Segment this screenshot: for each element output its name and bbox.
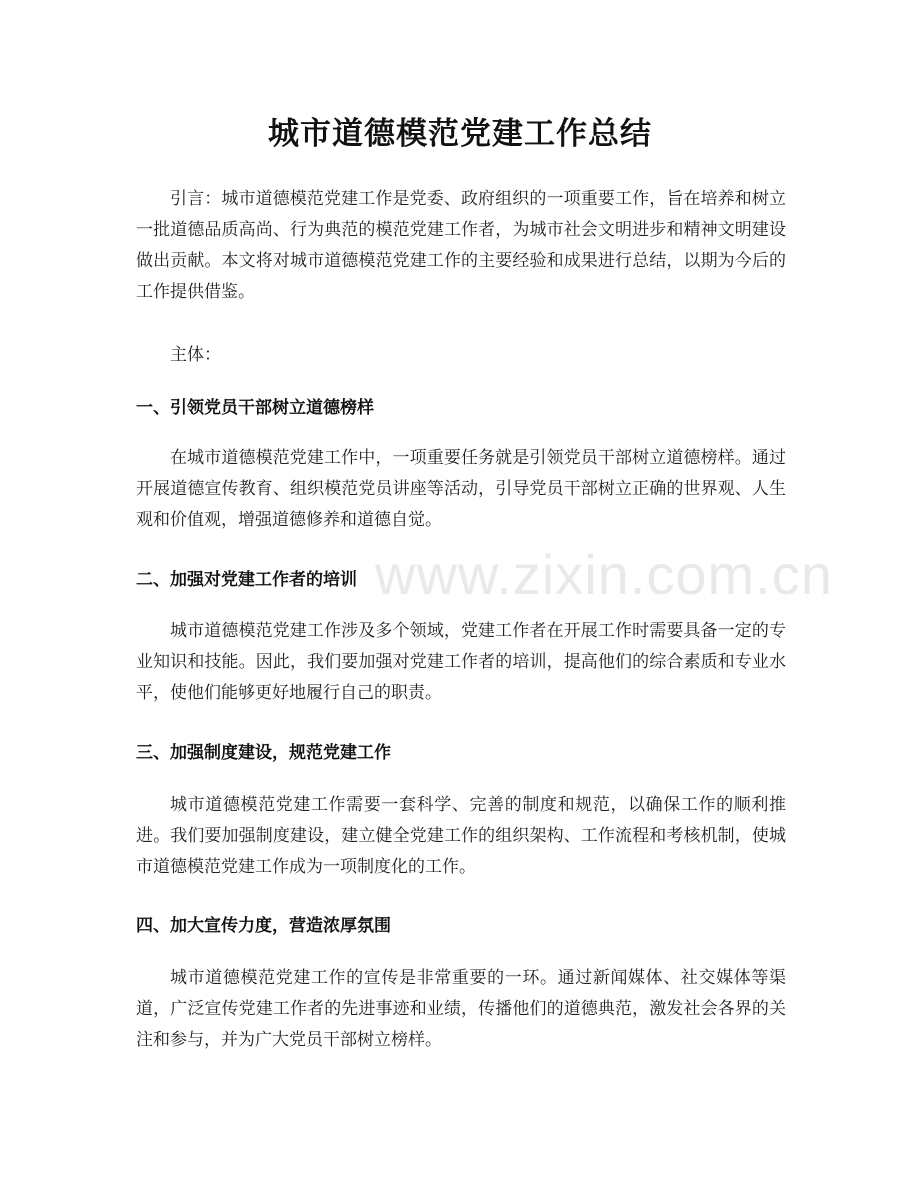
intro-paragraph: 引言：城市道德模范党建工作是党委、政府组织的一项重要工作，旨在培养和树立一批道德品质高尚、行为典范的模范党建工作者，为城市社会文明进步和精神文明建设做出贡献。本文将对城市道德模范党建工作的主要经验和成果进行总结，以期为今后的工作提供借鉴。: [136, 189, 786, 302]
section-heading-3: 三、加强制度建设，规范党建工作: [136, 743, 391, 763]
section-heading-1: 一、引领党员干部树立道德榜样: [136, 398, 374, 418]
section-heading-4: 四、加大宣传力度，营造浓厚氛围: [136, 916, 391, 936]
section-body-3: 城市道德模范党建工作需要一套科学、完善的制度和规范，以确保工作的顺利推进。我们要加强制度建设，建立健全党建工作的组织架构、工作流程和考核机制，使城市道德模范党建工作成为一项制度化的工作。: [136, 795, 786, 877]
section-body-1: 在城市道德模范党建工作中，一项重要任务就是引领党员干部树立道德榜样。通过开展道德宣传教育、组织模范党员讲座等活动，引导党员干部树立正确的世界观、人生观和价值观，增强道德修养和道德自觉。: [136, 448, 786, 530]
document-title: 城市道德模范党建工作总结: [268, 116, 652, 152]
section-body-4: 城市道德模范党建工作的宣传是非常重要的一环。通过新闻媒体、社交媒体等渠道，广泛宣传党建工作者的先进事迹和业绩，传播他们的道德典范，激发社会各界的关注和参与，并为广大党员干部树立榜样。: [136, 968, 786, 1050]
section-heading-2: 二、加强对党建工作者的培训: [136, 570, 357, 590]
watermark-text: www.zixin.com.cn: [375, 543, 833, 606]
section-body-2: 城市道德模范党建工作涉及多个领域，党建工作者在开展工作时需要具备一定的专业知识和技能。因此，我们要加强对党建工作者的培训，提高他们的综合素质和专业水平，使他们能够更好地履行自己的职责。: [136, 621, 786, 703]
main-body-label: 主体：: [170, 345, 221, 365]
